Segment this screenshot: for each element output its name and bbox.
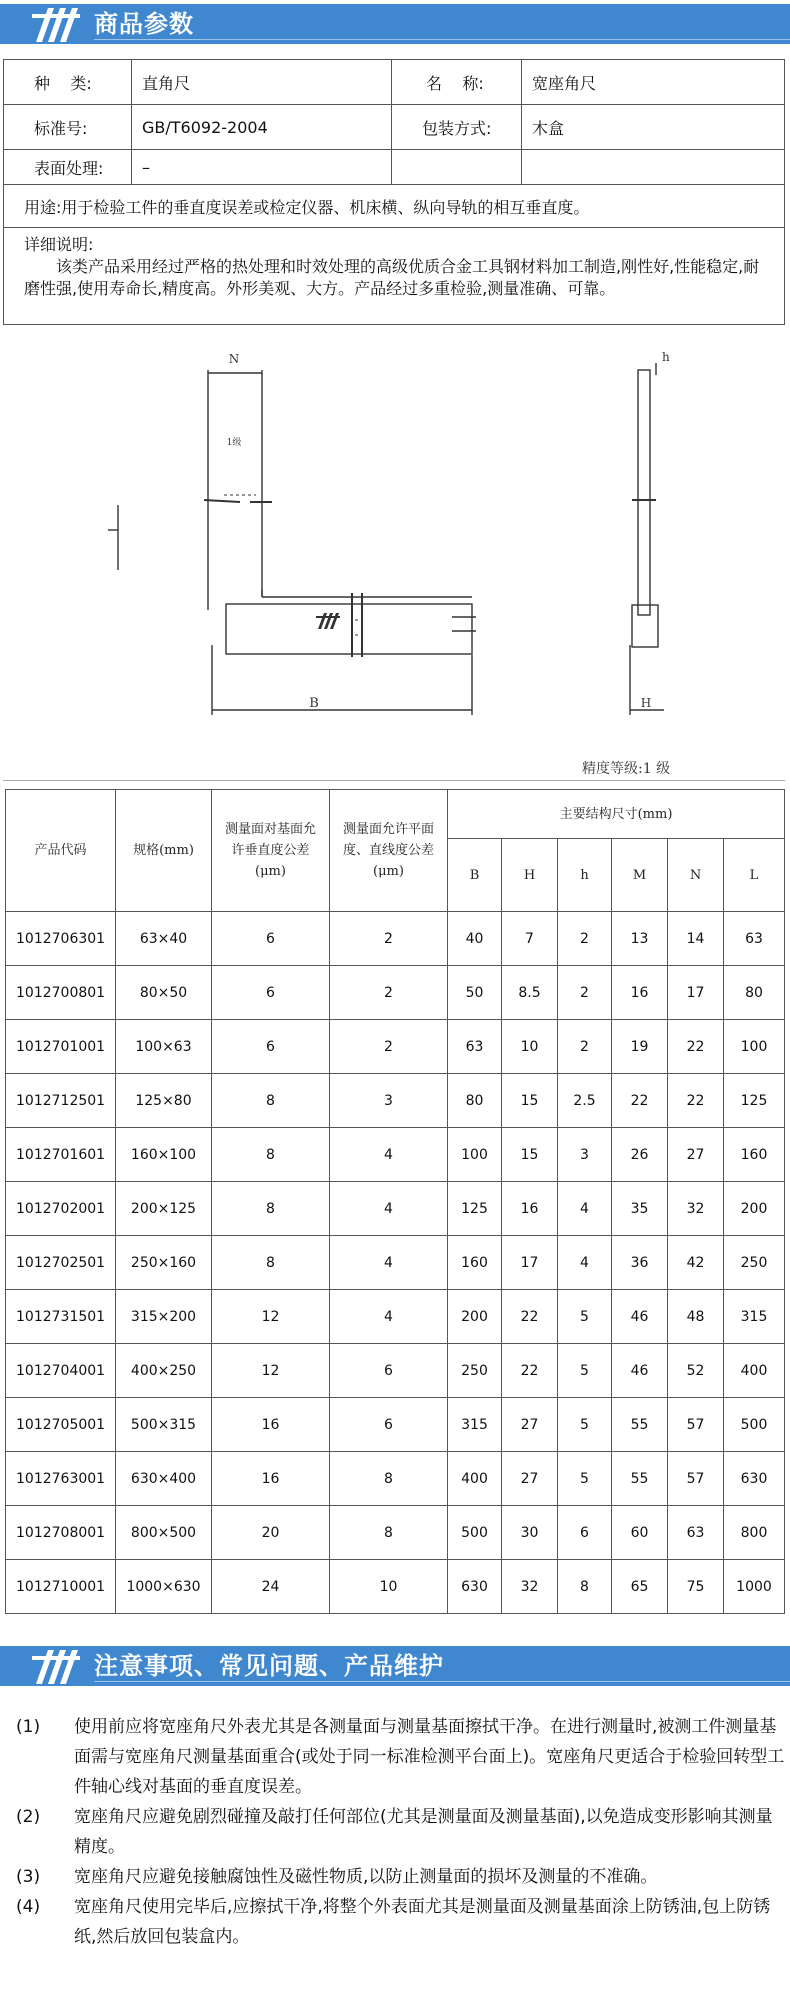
cell-H: 8.5 — [502, 966, 558, 1020]
label-B: B — [309, 696, 319, 711]
cell-flat: 6 — [330, 1344, 448, 1398]
cell-B: 80 — [448, 1074, 502, 1128]
cell-H: 32 — [502, 1560, 558, 1614]
table-row — [6, 1452, 785, 1506]
cell-B: 630 — [448, 1560, 502, 1614]
cell-L: 800 — [724, 1506, 785, 1560]
cell-size: 315×200 — [116, 1290, 212, 1344]
cell-B: 500 — [448, 1506, 502, 1560]
cell-H: 10 — [502, 1020, 558, 1074]
cell-h: 6 — [558, 1506, 612, 1560]
cell-B: 125 — [448, 1182, 502, 1236]
table-row — [6, 1398, 785, 1452]
use-text: 用途:用于检验工件的垂直度误差或检定仪器、机床横、纵向导轨的相互垂直度。 — [4, 185, 785, 228]
section-header-params — [0, 4, 790, 44]
cell-B: 400 — [448, 1452, 502, 1506]
cell-M: 60 — [612, 1506, 668, 1560]
cell-L: 63 — [724, 912, 785, 966]
header-h: h — [558, 839, 612, 912]
cell-flat: 4 — [330, 1290, 448, 1344]
cell-N: 14 — [668, 912, 724, 966]
note-text: 宽座角尺使用完毕后,应擦拭干净,将整个外表面尤其是测量面及测量基面涂上防锈油,包上防锈纸,然后放回包装盒内。 — [74, 1897, 771, 1947]
note-item — [16, 1802, 786, 1862]
cell-size: 1000×630 — [116, 1560, 212, 1614]
cell-h: 8 — [558, 1560, 612, 1614]
cell-h: 4 — [558, 1236, 612, 1290]
precision-grade: 精度等级:1 级 — [582, 761, 671, 777]
cell-B: 315 — [448, 1398, 502, 1452]
cell-B: 100 — [448, 1128, 502, 1182]
name-value: 宽座角尺 — [522, 60, 785, 105]
header-M: M — [612, 839, 668, 912]
notes-list — [16, 1712, 786, 1952]
table-row — [6, 1506, 785, 1560]
cell-h: 5 — [558, 1290, 612, 1344]
cell-code: 1012712501 — [6, 1074, 116, 1128]
cell-B: 50 — [448, 966, 502, 1020]
cell-perp: 16 — [212, 1452, 330, 1506]
cell-N: 17 — [668, 966, 724, 1020]
cell-code: 1012763001 — [6, 1452, 116, 1506]
cell-M: 65 — [612, 1560, 668, 1614]
note-item — [16, 1892, 786, 1952]
cell-h: 2 — [558, 1020, 612, 1074]
spec-table — [5, 789, 785, 1614]
cell-M: 46 — [612, 1290, 668, 1344]
table-row — [6, 1074, 785, 1128]
cell-perp: 6 — [212, 912, 330, 966]
cell-M: 26 — [612, 1128, 668, 1182]
cell-N: 75 — [668, 1560, 724, 1614]
cell-code: 1012701601 — [6, 1128, 116, 1182]
cell-M: 16 — [612, 966, 668, 1020]
header-code: 产品代码 — [6, 790, 116, 912]
cell-size: 80×50 — [116, 966, 212, 1020]
cell-M: 55 — [612, 1452, 668, 1506]
cell-B: 63 — [448, 1020, 502, 1074]
cell-h: 5 — [558, 1398, 612, 1452]
note-text: 宽座角尺应避免剧烈碰撞及敲打任何部位(尤其是测量面及测量基面),以免造成变形影响其测量精度。 — [74, 1807, 773, 1857]
cell-L: 250 — [724, 1236, 785, 1290]
cell-M: 19 — [612, 1020, 668, 1074]
section-header-notes — [0, 1646, 790, 1686]
cell-flat: 8 — [330, 1452, 448, 1506]
cell-flat: 10 — [330, 1560, 448, 1614]
surface-value: – — [132, 150, 392, 185]
cell-size: 800×500 — [116, 1506, 212, 1560]
cell-size: 250×160 — [116, 1236, 212, 1290]
cell-size: 630×400 — [116, 1452, 212, 1506]
cell-perp: 20 — [212, 1506, 330, 1560]
banner-divider — [94, 1681, 790, 1682]
header-size: 规格(mm) — [116, 790, 212, 912]
cell-M: 22 — [612, 1074, 668, 1128]
cell-L: 160 — [724, 1128, 785, 1182]
table-row — [6, 1236, 785, 1290]
cell-h: 2.5 — [558, 1074, 612, 1128]
brand-logo-icon — [28, 1648, 84, 1686]
cell-B: 40 — [448, 912, 502, 966]
table-row — [6, 912, 785, 966]
detail-text: 该类产品采用经过严格的热处理和时效处理的高级优质合金工具钢材料加工制造,刚性好,性能稳定,耐磨性强,使用寿命长,精度高。外形美观、大方。产品经过多重检验,测量准确、可靠。 — [24, 257, 760, 298]
cell-H: 15 — [502, 1074, 558, 1128]
cell-H: 22 — [502, 1344, 558, 1398]
cell-H: 27 — [502, 1452, 558, 1506]
cell-flat: 2 — [330, 966, 448, 1020]
banner-divider — [94, 39, 790, 40]
cell-code: 1012700801 — [6, 966, 116, 1020]
cell-h: 2 — [558, 912, 612, 966]
cell-flat: 6 — [330, 1398, 448, 1452]
cell-perp: 8 — [212, 1074, 330, 1128]
spec-table-body — [6, 912, 785, 1614]
header-N: N — [668, 839, 724, 912]
cell-L: 500 — [724, 1398, 785, 1452]
note-text: 宽座角尺应避免接触腐蚀性及磁性物质,以防止测量面的损坏及测量的不准确。 — [74, 1867, 658, 1887]
name-label: 名 称: — [392, 60, 522, 105]
params-table — [3, 59, 785, 325]
section-title: 注意事项、常见问题、产品维护 — [94, 1652, 444, 1680]
cell-N: 27 — [668, 1128, 724, 1182]
cell-N: 22 — [668, 1074, 724, 1128]
cell-L: 200 — [724, 1182, 785, 1236]
cell-flat: 4 — [330, 1128, 448, 1182]
label-h: h — [662, 350, 670, 364]
cell-B: 250 — [448, 1344, 502, 1398]
section-title: 商品参数 — [94, 10, 194, 38]
cell-perp: 12 — [212, 1344, 330, 1398]
detail-label: 详细说明: — [24, 235, 94, 254]
cell-N: 52 — [668, 1344, 724, 1398]
cell-L: 100 — [724, 1020, 785, 1074]
cell-code: 1012702501 — [6, 1236, 116, 1290]
cell-flat: 3 — [330, 1074, 448, 1128]
cell-L: 80 — [724, 966, 785, 1020]
table-row — [6, 966, 785, 1020]
table-row — [6, 1182, 785, 1236]
cell-M: 13 — [612, 912, 668, 966]
cell-flat: 4 — [330, 1236, 448, 1290]
cell-H: 7 — [502, 912, 558, 966]
cell-M: 36 — [612, 1236, 668, 1290]
cell-size: 63×40 — [116, 912, 212, 966]
note-number: (3) — [16, 1867, 41, 1887]
cell-N: 48 — [668, 1290, 724, 1344]
cell-L: 125 — [724, 1074, 785, 1128]
table-row — [6, 1128, 785, 1182]
header-flat: 测量面允许平面度、直线度公差(μm) — [330, 790, 448, 912]
surface-label: 表面处理: — [4, 150, 132, 185]
cell-size: 500×315 — [116, 1398, 212, 1452]
note-number: (4) — [16, 1897, 41, 1917]
cell-B: 160 — [448, 1236, 502, 1290]
pack-value: 木盒 — [522, 105, 785, 150]
cell-L: 315 — [724, 1290, 785, 1344]
cell-flat: 2 — [330, 1020, 448, 1074]
cell-flat: 4 — [330, 1182, 448, 1236]
cell-flat: 2 — [330, 912, 448, 966]
cell-perp: 6 — [212, 966, 330, 1020]
cell-h: 5 — [558, 1344, 612, 1398]
cell-h: 5 — [558, 1452, 612, 1506]
header-L: L — [724, 839, 785, 912]
cell-flat: 8 — [330, 1506, 448, 1560]
note-text: 使用前应将宽座角尺外表尤其是各测量面与测量基面擦拭干净。在进行测量时,被测工件测量基面需与宽座角尺测量基面重合(或处于同一标准检测平台面上)。宽座角尺更适合于检验回转型工件轴心线对基面的垂直度误差。 — [74, 1717, 785, 1797]
cell-perp: 24 — [212, 1560, 330, 1614]
cell-code: 1012731501 — [6, 1290, 116, 1344]
cell-B: 200 — [448, 1290, 502, 1344]
cell-H: 30 — [502, 1506, 558, 1560]
label-H: H — [640, 696, 652, 710]
table-row — [6, 1020, 785, 1074]
cell-code: 1012706301 — [6, 912, 116, 966]
cell-L: 630 — [724, 1452, 785, 1506]
cell-H: 16 — [502, 1182, 558, 1236]
cell-code: 1012702001 — [6, 1182, 116, 1236]
cell-size: 400×250 — [116, 1344, 212, 1398]
header-H: H — [502, 839, 558, 912]
cell-perp: 6 — [212, 1020, 330, 1074]
header-B: B — [448, 839, 502, 912]
cell-code: 1012710001 — [6, 1560, 116, 1614]
drawing-logo-icon — [316, 613, 340, 629]
cell-H: 17 — [502, 1236, 558, 1290]
header-perp: 测量面对基面允许垂直度公差(μm) — [212, 790, 330, 912]
cell-size: 160×100 — [116, 1128, 212, 1182]
cell-M: 46 — [612, 1344, 668, 1398]
table-row — [6, 1560, 785, 1614]
empty-cell — [522, 150, 785, 185]
label-grade: 1级 — [226, 438, 242, 448]
type-label: 种 类: — [4, 60, 132, 105]
cell-H: 15 — [502, 1128, 558, 1182]
cell-N: 32 — [668, 1182, 724, 1236]
cell-code: 1012701001 — [6, 1020, 116, 1074]
cell-H: 22 — [502, 1290, 558, 1344]
square-drawing — [0, 345, 790, 755]
table-row — [6, 1290, 785, 1344]
cell-L: 1000 — [724, 1560, 785, 1614]
cell-N: 57 — [668, 1452, 724, 1506]
cell-h: 3 — [558, 1128, 612, 1182]
cell-N: 42 — [668, 1236, 724, 1290]
cell-h: 2 — [558, 966, 612, 1020]
cell-size: 125×80 — [116, 1074, 212, 1128]
brand-logo-icon — [28, 6, 84, 44]
pack-label: 包装方式: — [392, 105, 522, 150]
cell-N: 63 — [668, 1506, 724, 1560]
std-label: 标准号: — [4, 105, 132, 150]
cell-size: 100×63 — [116, 1020, 212, 1074]
cell-M: 35 — [612, 1182, 668, 1236]
cell-h: 4 — [558, 1182, 612, 1236]
cell-N: 22 — [668, 1020, 724, 1074]
header-dims: 主要结构尺寸(mm) — [448, 790, 785, 839]
note-item — [16, 1712, 786, 1802]
cell-H: 27 — [502, 1398, 558, 1452]
note-number: (2) — [16, 1807, 41, 1827]
table-row — [6, 1344, 785, 1398]
detail-cell — [4, 228, 785, 325]
cell-code: 1012704001 — [6, 1344, 116, 1398]
cell-perp: 16 — [212, 1398, 330, 1452]
std-value: GB/T6092-2004 — [132, 105, 392, 150]
cell-N: 57 — [668, 1398, 724, 1452]
cell-perp: 12 — [212, 1290, 330, 1344]
cell-L: 400 — [724, 1344, 785, 1398]
cell-perp: 8 — [212, 1236, 330, 1290]
cell-code: 1012705001 — [6, 1398, 116, 1452]
empty-cell — [392, 150, 522, 185]
type-value: 直角尺 — [132, 60, 392, 105]
cell-size: 200×125 — [116, 1182, 212, 1236]
cell-code: 1012708001 — [6, 1506, 116, 1560]
divider — [3, 780, 785, 781]
cell-perp: 8 — [212, 1182, 330, 1236]
note-number: (1) — [16, 1717, 41, 1737]
note-item — [16, 1862, 786, 1892]
cell-M: 55 — [612, 1398, 668, 1452]
cell-perp: 8 — [212, 1128, 330, 1182]
label-N: N — [228, 352, 240, 366]
